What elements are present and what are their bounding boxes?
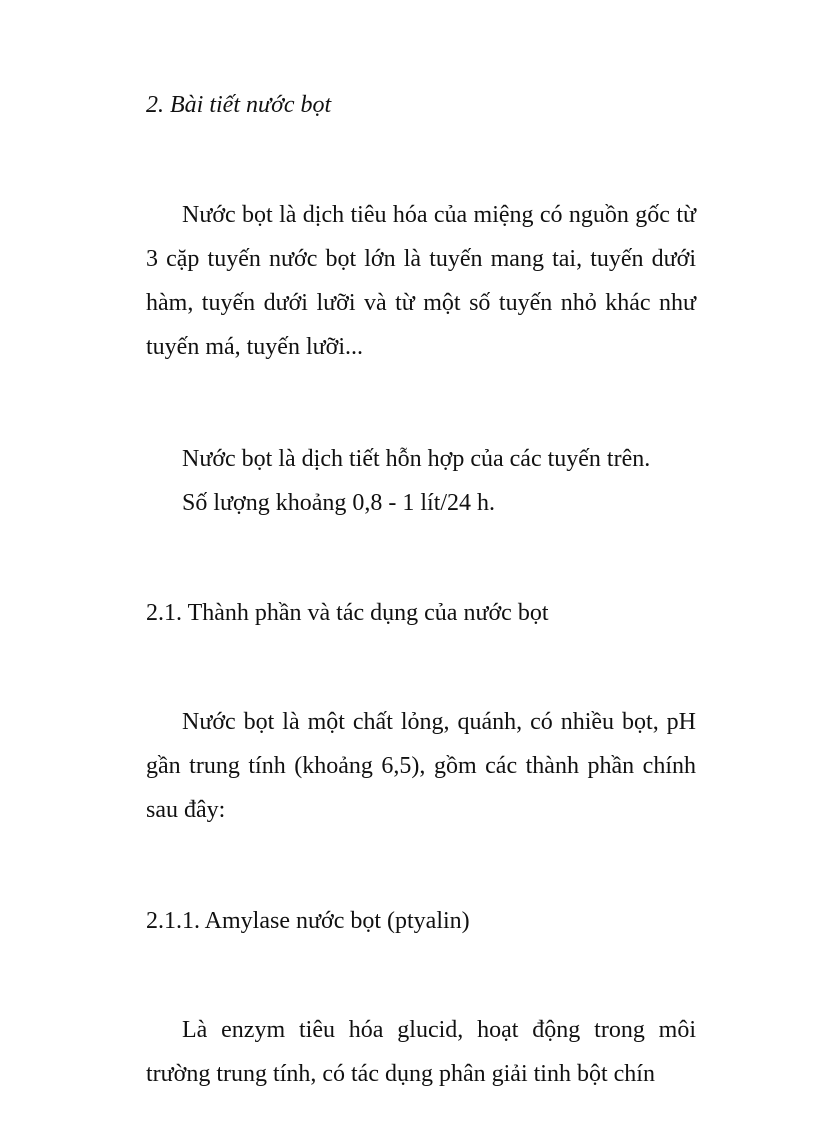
paragraph-amylase: Là enzym tiêu hóa glucid, hoạt động trong môi trường trung tính, có tác dụng phân giải tinh bột chín — [146, 1017, 696, 1087]
subsubsection-title: 2.1.1. Amylase nước bọt (ptyalin) — [146, 908, 470, 934]
saliva-volume-line: Số lượng khoảng 0,8 - 1 lít/24 h. — [182, 490, 496, 516]
section-title: 2. Bài tiết nước bọt — [146, 92, 332, 118]
paragraph-saliva-properties: Nước bọt là một chất lỏng, quánh, có nhiều bọt, pH gần trung tính (khoảng 6,5), gồm các thành phần chính sau đây: — [146, 709, 696, 823]
saliva-mixture-line: Nước bọt là dịch tiết hỗn hợp của các tuyến trên. — [182, 446, 651, 472]
paragraph-saliva-composition — [146, 437, 696, 525]
subsection-title: 2.1. Thành phần và tác dụng của nước bọt — [146, 600, 549, 626]
paragraph-saliva-origin: Nước bọt là dịch tiêu hóa của miệng có nguồn gốc từ 3 cặp tuyến nước bọt lớn là tuyến mang tai, tuyến dưới hàm, tuyến dưới lưỡi và từ một số tuyến nhỏ khác như tuyến má, tuyến lưỡi... — [146, 202, 696, 360]
